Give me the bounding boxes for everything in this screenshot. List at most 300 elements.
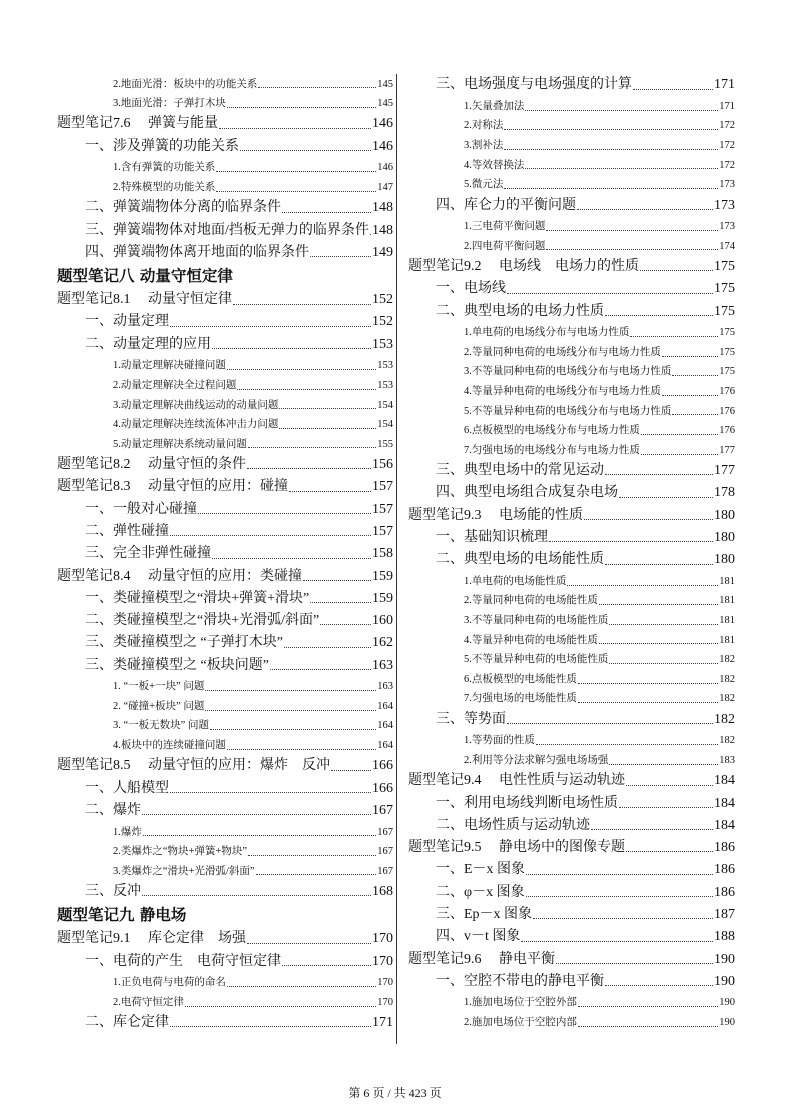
toc-page-number: 177 <box>714 463 735 479</box>
toc-entry[interactable] <box>408 904 735 926</box>
toc-entry-title: 题型笔记9.3 电场能的性质 <box>408 507 583 523</box>
toc-entry-title: 题型笔记8.2 动量守恒的条件 <box>57 457 246 473</box>
toc-entry-title: 1.等势面的性质 <box>464 735 535 747</box>
dot-leader <box>619 497 713 498</box>
dot-leader <box>619 807 713 808</box>
toc-page-number: 152 <box>372 314 393 330</box>
dot-leader <box>609 764 718 765</box>
toc-right-column <box>408 74 735 1032</box>
dot-leader <box>578 683 718 684</box>
toc-entry[interactable] <box>57 113 393 135</box>
toc-page-number: 149 <box>372 244 393 260</box>
toc-entry-title: 二、φ－x 图象 <box>436 884 525 900</box>
page-footer: 第 6 页 / 共 423 页 <box>348 1086 442 1100</box>
toc-entry-title: 4.等效替换法 <box>464 159 525 171</box>
dot-leader <box>270 669 371 670</box>
dot-leader <box>170 792 371 793</box>
toc-page-number: 175 <box>714 303 735 319</box>
toc-page-number: 182 <box>719 693 735 705</box>
toc-page-number: 166 <box>372 758 393 774</box>
toc-entry[interactable] <box>408 527 735 549</box>
toc-entry-title: 三、反冲 <box>85 884 141 900</box>
toc-entry[interactable] <box>408 362 735 382</box>
toc-entry[interactable] <box>408 300 735 322</box>
toc-entry-title: 三、等势面 <box>436 711 506 727</box>
toc-entry-title: 1.爆炸 <box>113 826 142 838</box>
toc-entry[interactable] <box>57 654 393 676</box>
toc-entry-title: 3.不等量同种电荷的电场线分布与电场力性质 <box>464 366 672 378</box>
toc-entry[interactable] <box>408 669 735 689</box>
toc-page-number: 159 <box>372 568 393 584</box>
dot-leader <box>248 447 376 448</box>
dot-leader <box>247 468 371 469</box>
toc-page-number: 159 <box>372 590 393 606</box>
toc-entry-title: 7.匀强电场的电场线分布与电场力性质 <box>464 444 640 456</box>
dot-leader <box>662 356 718 357</box>
dot-leader <box>240 150 371 151</box>
toc-entry[interactable] <box>57 842 393 862</box>
toc-entry[interactable] <box>408 630 735 650</box>
toc-entry[interactable] <box>408 549 735 571</box>
toc-entry[interactable] <box>408 401 735 421</box>
toc-entry[interactable] <box>57 992 393 1012</box>
toc-entry[interactable] <box>408 948 735 970</box>
toc-entry-title: 三、完全非弹性碰撞 <box>85 546 211 562</box>
toc-entry-title: 二、弹性碰撞 <box>85 523 169 539</box>
dot-leader <box>521 941 713 942</box>
toc-entry[interactable] <box>57 677 393 697</box>
toc-entry[interactable] <box>408 342 735 362</box>
dot-leader <box>567 585 718 586</box>
toc-page-number: 177 <box>719 444 735 456</box>
toc-entry-title: 2.利用等分法求解匀强电场场强 <box>464 754 609 766</box>
dot-leader <box>609 663 718 664</box>
toc-entry-title: 三、Ep－x 图象 <box>436 907 533 922</box>
toc-entry-title: 一、人船模型 <box>85 780 169 796</box>
toc-page-number: 148 <box>372 200 393 216</box>
toc-entry[interactable] <box>57 973 393 993</box>
toc-entry[interactable] <box>57 822 393 842</box>
toc-entry-title: 题型笔记9.2 电场线 电场力的性质 <box>408 259 639 275</box>
toc-entry[interactable] <box>408 278 735 300</box>
dot-leader <box>599 604 718 605</box>
toc-entry-title: 1.三电荷平衡问题 <box>464 221 546 233</box>
toc-entry-title: 三、弹簧端物体对地面/挡板无弹力的临界条件 <box>85 222 369 238</box>
dot-leader <box>605 315 713 316</box>
toc-entry[interactable] <box>408 421 735 441</box>
toc-page-number: 173 <box>719 221 735 233</box>
dot-leader <box>549 541 713 542</box>
toc-entry-title: 题型笔记9.1 库仑定律 场强 <box>57 931 246 947</box>
toc-entry[interactable] <box>57 94 393 114</box>
dot-leader <box>609 624 718 625</box>
dot-leader <box>640 270 713 271</box>
toc-page-number: 163 <box>377 681 393 693</box>
toc-page-number: 184 <box>714 773 735 789</box>
toc-page-number: 176 <box>719 425 735 437</box>
toc-page-number: 175 <box>714 259 735 275</box>
toc-entry-title: 四、库仑力的平衡问题 <box>436 197 576 213</box>
toc-page-number: 171 <box>372 1015 393 1031</box>
toc-page-number: 182 <box>714 711 735 727</box>
toc-entry[interactable] <box>57 395 393 415</box>
toc-entry-title: 二、类碰撞模型之“滑块+光滑弧/斜面” <box>85 613 320 629</box>
dot-leader <box>170 1026 371 1027</box>
toc-entry[interactable] <box>57 521 393 543</box>
column-divider <box>396 74 397 1044</box>
toc-entry-title: 1.单电荷的电场线分布与电场力性质 <box>464 327 630 339</box>
toc-entry[interactable] <box>408 837 735 859</box>
toc-entry[interactable] <box>57 716 393 736</box>
toc-entry[interactable] <box>408 971 735 993</box>
toc-entry-title: 题型笔记8.1 动量守恒定律 <box>57 292 232 308</box>
toc-entry[interactable] <box>408 650 735 670</box>
toc-entry-title: 2.特殊模型的功能关系 <box>113 181 216 193</box>
toc-entry-title: 2.对称法 <box>464 120 504 132</box>
toc-page-number: 184 <box>714 795 735 811</box>
dot-leader <box>142 814 371 815</box>
toc-page-number: 154 <box>377 419 393 431</box>
dot-leader <box>526 896 713 897</box>
toc-entry-title: 2.等量同种电荷的电场能性质 <box>464 595 598 607</box>
toc-entry[interactable] <box>57 696 393 716</box>
dot-leader <box>248 855 376 856</box>
toc-page-number: 146 <box>372 138 393 154</box>
toc-page-number: 157 <box>372 523 393 539</box>
dot-leader <box>256 874 377 875</box>
dot-leader <box>577 209 713 210</box>
dot-leader <box>533 918 713 919</box>
toc-page-number: 166 <box>372 780 393 796</box>
toc-page-number: 178 <box>714 485 735 501</box>
toc-entry[interactable] <box>408 175 735 195</box>
toc-page-number: 181 <box>719 575 735 587</box>
toc-entry[interactable] <box>57 74 393 94</box>
toc-entry[interactable] <box>57 242 393 264</box>
toc-entry[interactable] <box>408 135 735 155</box>
toc-entry[interactable] <box>408 74 735 96</box>
toc-entry-title: 题型笔记7.6 弹簧与能量 <box>57 116 218 132</box>
toc-entry[interactable] <box>408 381 735 401</box>
toc-entry[interactable] <box>57 498 393 520</box>
toc-entry[interactable] <box>57 800 393 822</box>
toc-entry[interactable] <box>57 289 393 311</box>
toc-entry-title: 3.不等量同种电荷的电场能性质 <box>464 615 609 627</box>
dot-leader <box>282 212 371 213</box>
toc-page-number: 170 <box>377 977 393 989</box>
dot-leader <box>258 87 376 88</box>
toc-entry[interactable] <box>57 219 393 241</box>
toc-page-number: 190 <box>719 1017 735 1029</box>
toc-entry[interactable] <box>408 750 735 770</box>
toc-entry-title: 6.点板模型的电场能性质 <box>464 673 577 685</box>
toc-page-number: 162 <box>372 635 393 651</box>
dot-leader <box>212 558 371 559</box>
toc-entry-title: 1.矢量叠加法 <box>464 100 525 112</box>
dot-leader <box>227 107 376 108</box>
toc-entry-title: 题型笔记9.5 静电场中的图像专题 <box>408 840 625 856</box>
toc-page-number: 175 <box>719 346 735 358</box>
toc-entry[interactable] <box>57 588 393 610</box>
toc-entry[interactable] <box>408 440 735 460</box>
toc-entry[interactable] <box>57 632 393 654</box>
toc-page-number: 171 <box>714 77 735 93</box>
dot-leader <box>556 963 713 964</box>
dot-leader <box>584 519 713 520</box>
toc-entry[interactable] <box>408 926 735 948</box>
dot-leader <box>626 851 713 852</box>
toc-page-number: 187 <box>714 907 735 922</box>
toc-entry[interactable] <box>408 96 735 116</box>
toc-entry[interactable] <box>57 454 393 476</box>
toc-entry[interactable] <box>57 476 393 498</box>
toc-entry-title: 题型笔记九 静电场 <box>57 906 187 925</box>
toc-entry[interactable] <box>408 1012 735 1032</box>
toc-entry[interactable] <box>408 610 735 630</box>
dot-leader <box>205 690 376 691</box>
toc-page-number: 173 <box>719 179 735 191</box>
toc-entry-title: 三、典型电场中的常见运动 <box>436 463 604 479</box>
dot-leader <box>219 128 371 129</box>
toc-page-number: 164 <box>377 740 393 752</box>
toc-entry[interactable] <box>408 155 735 175</box>
toc-page-number: 184 <box>714 817 735 833</box>
toc-entry[interactable] <box>57 333 393 355</box>
toc-entry[interactable] <box>57 735 393 755</box>
toc-entry[interactable] <box>408 689 735 709</box>
toc-entry[interactable] <box>408 881 735 903</box>
dot-leader <box>605 564 713 565</box>
toc-entry[interactable] <box>57 928 393 950</box>
toc-entry-title: 2. “碰撞+板块” 问题 <box>113 700 205 712</box>
toc-entry[interactable] <box>57 950 393 972</box>
toc-page-number: 172 <box>719 120 735 132</box>
toc-page-number: 190 <box>714 951 735 967</box>
toc-page-number: 153 <box>377 360 393 372</box>
dot-leader <box>198 513 371 514</box>
toc-entry-title: 1.施加电场位于空腔外部 <box>464 997 577 1009</box>
toc-page-number: 170 <box>377 996 393 1008</box>
toc-page-number: 156 <box>372 457 393 473</box>
dot-leader <box>578 1026 718 1027</box>
toc-page-number: 148 <box>372 222 393 238</box>
toc-entry[interactable] <box>408 256 735 278</box>
toc-entry[interactable] <box>57 755 393 777</box>
dot-leader <box>507 723 713 724</box>
toc-entry[interactable] <box>57 777 393 799</box>
toc-page-number: 167 <box>377 865 393 877</box>
toc-entry-title: 2.地面光滑：板块中的功能关系 <box>113 78 258 90</box>
toc-entry-title: 1. “一板+一块” 问题 <box>113 681 205 693</box>
dot-leader <box>247 943 371 944</box>
toc-page-number: 181 <box>719 615 735 627</box>
toc-entry-title: 二、动量定理的应用 <box>85 336 211 352</box>
toc-entry-title: 四、典型电场组合成复杂电场 <box>436 485 618 501</box>
toc-page-number: 160 <box>372 613 393 629</box>
toc-entry-title: 二、典型电场的电场力性质 <box>436 303 604 319</box>
toc-entry[interactable] <box>408 236 735 256</box>
toc-page-number: 153 <box>372 336 393 352</box>
toc-entry[interactable] <box>57 177 393 197</box>
toc-entry-title: 题型笔记9.4 电性性质与运动轨迹 <box>408 773 625 789</box>
dot-leader <box>672 414 718 415</box>
toc-page-number: 164 <box>377 700 393 712</box>
toc-entry[interactable] <box>408 993 735 1013</box>
toc-entry-title: 2.四电荷平衡问题 <box>464 240 546 252</box>
toc-entry-title: 一、基础知识梳理 <box>436 529 548 545</box>
dot-leader <box>227 369 376 370</box>
toc-page-number: 167 <box>372 802 393 818</box>
toc-entry-title: 5.不等量异种电荷的电场线分布与电场力性质 <box>464 405 672 417</box>
toc-page-number: 186 <box>714 884 735 900</box>
dot-leader <box>310 256 371 257</box>
toc-entry-title: 4.板块中的连续碰撞问题 <box>113 740 226 752</box>
dot-leader <box>546 249 718 250</box>
toc-entry[interactable] <box>57 543 393 565</box>
toc-chapter-heading[interactable] <box>57 264 393 289</box>
toc-page-number: 146 <box>377 162 393 174</box>
toc-entry-title: 一、E－x 图象 <box>436 862 526 878</box>
toc-entry-title: 4.动量定理解决连续流体冲击力问题 <box>113 419 279 431</box>
dot-leader <box>143 835 376 836</box>
dot-leader <box>227 749 376 750</box>
toc-entry[interactable] <box>408 504 735 526</box>
dot-leader <box>237 389 376 390</box>
toc-entry[interactable] <box>408 792 735 814</box>
toc-page-number: 173 <box>714 197 735 213</box>
toc-entry[interactable] <box>408 591 735 611</box>
toc-page-number: 190 <box>719 997 735 1009</box>
dot-leader <box>605 474 713 475</box>
toc-entry-title: 二、弹簧端物体分离的临界条件 <box>85 200 281 216</box>
toc-page-number: 190 <box>714 973 735 989</box>
toc-page-number: 145 <box>377 98 393 110</box>
toc-page-number: 186 <box>714 862 735 878</box>
toc-entry[interactable] <box>408 323 735 343</box>
toc-entry-title: 3.地面光滑：子弹打木块 <box>113 98 226 110</box>
toc-entry-title: 题型笔记8.5 动量守恒的应用：爆炸 反冲 <box>57 758 330 774</box>
toc-entry[interactable] <box>408 770 735 792</box>
dot-leader <box>599 643 718 644</box>
toc-entry[interactable] <box>57 197 393 219</box>
toc-page-number: 157 <box>372 501 393 517</box>
dot-leader <box>630 336 718 337</box>
dot-leader <box>170 535 371 536</box>
toc-page-number: 172 <box>719 159 735 171</box>
toc-page-number: 163 <box>372 657 393 673</box>
toc-page-number: 180 <box>714 552 735 568</box>
toc-chapter-heading[interactable] <box>57 903 393 928</box>
dot-leader <box>641 434 718 435</box>
toc-entry[interactable] <box>57 1012 393 1034</box>
toc-entry-title: 四、v－t 图象 <box>436 929 521 945</box>
toc-entry-title: 一、空腔不带电的静电平衡 <box>436 973 604 989</box>
toc-entry[interactable] <box>57 415 393 435</box>
toc-entry[interactable] <box>408 731 735 751</box>
toc-entry[interactable] <box>57 610 393 632</box>
toc-entry[interactable] <box>57 434 393 454</box>
dot-leader <box>641 454 718 455</box>
toc-entry-title: 一、类碰撞模型之“滑块+弹簧+滑块” <box>85 590 310 606</box>
toc-entry-title: 二、库仑定律 <box>85 1015 169 1031</box>
dot-leader <box>233 304 371 305</box>
toc-entry-title: 4.等量异种电荷的电场线分布与电场力性质 <box>464 386 661 398</box>
toc-entry-title: 5.不等量异种电荷的电场能性质 <box>464 654 609 666</box>
dot-leader <box>633 89 713 90</box>
toc-entry[interactable] <box>408 194 735 216</box>
toc-entry-title: 二、典型电场的电场能性质 <box>436 552 604 568</box>
toc-entry-title: 2.类爆炸之“物块+弹簧+物块” <box>113 846 248 858</box>
toc-page-number: 181 <box>719 634 735 646</box>
toc-entry[interactable] <box>57 881 393 903</box>
toc-entry[interactable] <box>408 859 735 881</box>
toc-page-number: 174 <box>719 240 735 252</box>
toc-entry-title: 2.等量同种电荷的电场线分布与电场力性质 <box>464 346 661 358</box>
toc-entry[interactable] <box>57 565 393 587</box>
toc-entry-title: 一、电荷的产生 电荷守恒定律 <box>85 953 281 969</box>
dot-leader <box>227 986 376 987</box>
toc-page-number: 180 <box>714 507 735 523</box>
toc-entry[interactable] <box>57 311 393 333</box>
toc-entry-title: 题型笔记8.4 动量守恒的应用：类碰撞 <box>57 568 302 584</box>
toc-page-number: 171 <box>719 100 735 112</box>
toc-page-number: 176 <box>719 386 735 398</box>
toc-entry[interactable] <box>57 135 393 157</box>
toc-entry-title: 2.电荷守恒定律 <box>113 996 184 1008</box>
dot-leader <box>170 326 371 327</box>
dot-leader <box>303 580 371 581</box>
toc-entry[interactable] <box>408 482 735 504</box>
toc-entry[interactable] <box>57 356 393 376</box>
toc-page-number: 155 <box>377 438 393 450</box>
toc-entry-title: 1.正负电荷与电荷的命名 <box>113 977 226 989</box>
toc-page-number: 188 <box>714 929 735 945</box>
toc-page-number: 175 <box>719 327 735 339</box>
dot-leader <box>310 602 371 603</box>
dot-leader <box>185 1006 376 1007</box>
toc-page-number: 170 <box>372 931 393 947</box>
toc-entry-title: 1.含有弹簧的功能关系 <box>113 162 216 174</box>
dot-leader <box>210 729 376 730</box>
toc-entry-title: 3.割补法 <box>464 140 504 152</box>
toc-entry[interactable] <box>57 158 393 178</box>
toc-entry[interactable] <box>408 708 735 730</box>
dot-leader <box>672 375 718 376</box>
dot-leader <box>284 647 371 648</box>
toc-entry-title: 1.单电荷的电场能性质 <box>464 575 567 587</box>
toc-entry[interactable] <box>408 116 735 136</box>
dot-leader <box>279 408 376 409</box>
toc-entry-title: 7.匀强电场的电场能性质 <box>464 693 577 705</box>
toc-entry[interactable] <box>408 217 735 237</box>
toc-entry-title: 一、电场线 <box>436 281 506 297</box>
toc-entry[interactable] <box>57 375 393 395</box>
dot-leader <box>591 829 713 830</box>
toc-entry[interactable] <box>408 571 735 591</box>
dot-leader <box>507 293 713 294</box>
toc-entry[interactable] <box>408 460 735 482</box>
toc-page-number: 170 <box>372 953 393 969</box>
dot-leader <box>578 1006 718 1007</box>
toc-page-number: 182 <box>719 654 735 666</box>
dot-leader <box>279 428 376 429</box>
dot-leader <box>212 348 371 349</box>
toc-entry[interactable] <box>57 861 393 881</box>
dot-leader <box>546 230 718 231</box>
toc-page-number: 183 <box>719 754 735 766</box>
toc-entry[interactable] <box>408 815 735 837</box>
toc-entry-title: 二、电场性质与运动轨迹 <box>436 817 590 833</box>
